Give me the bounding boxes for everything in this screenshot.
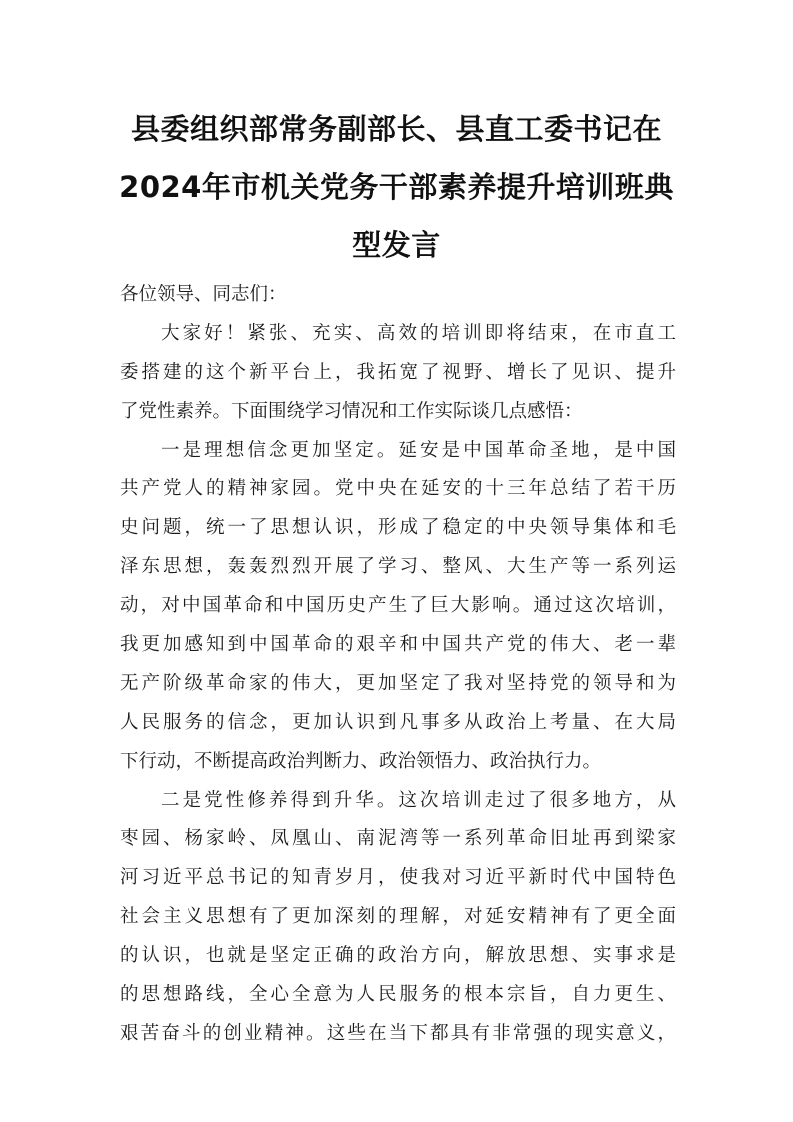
paragraph-line: 枣园、杨家岭、凤凰山、南泥湾等一系列革命旧址再到梁家 xyxy=(120,828,676,850)
paragraph-line: 河习近平总书记的知青岁月，使我对习近平新时代中国特色 xyxy=(120,867,676,889)
paragraph-line: 的认识，也就是坚定正确的政治方向，解放思想、实事求是 xyxy=(120,945,676,967)
paragraph-line: 下行动，不断提高政治判断力、政治领悟力、政治执行力。 xyxy=(120,750,602,772)
paragraph-line: 史问题，统一了思想认识，形成了稳定的中央领导集体和毛 xyxy=(120,517,676,539)
paragraph-line: 的思想路线，全心全意为人民服务的根本宗旨，自力更生、 xyxy=(120,984,676,1006)
title-line: 县委组织部常务副部长、县直工委书记在 xyxy=(130,112,662,146)
paragraph-line: 艰苦奋斗的创业精神。这些在当下都具有非常强的现实意义， xyxy=(120,1022,676,1044)
paragraph-line: 大家好！紧张、充实、高效的培训即将结束，在市直工 xyxy=(161,322,676,344)
paragraph-line: 泽东思想，轰轰烈烈开展了学习、整风、大生产等一系列运 xyxy=(120,556,676,578)
paragraph-line: 一是理想信念更加坚定。延安是中国革命圣地，是中国 xyxy=(161,439,676,461)
paragraph-line: 委搭建的这个新平台上，我拓宽了视野、增长了见识、提升 xyxy=(120,361,676,383)
title-line: 型发言 xyxy=(352,228,441,262)
salutation: 各位领导、同志们： xyxy=(120,284,287,305)
paragraph-line: 二是党性修养得到升华。这次培训走过了很多地方，从 xyxy=(161,789,676,811)
paragraph-line: 无产阶级革命家的伟大，更加坚定了我对坚持党的领导和为 xyxy=(120,672,676,694)
paragraph-line: 了党性素养。下面围绕学习情况和工作实际谈几点感悟： xyxy=(120,400,583,422)
paragraph-line: 动，对中国革命和中国历史产生了巨大影响。通过这次培训， xyxy=(120,595,676,617)
title-line: 2024年市机关党务干部素养提升培训班典 xyxy=(119,170,674,204)
paragraph-greeting xyxy=(120,315,676,432)
paragraph-line: 我更加感知到中国革命的艰辛和中国共产党的伟大、老一辈 xyxy=(120,634,676,656)
paragraph-party-spirit xyxy=(120,782,676,1054)
document-title xyxy=(110,100,683,274)
document-body xyxy=(120,276,676,1054)
paragraph-line: 人民服务的信念，更加认识到凡事多从政治上考量、在大局 xyxy=(120,711,676,733)
paragraph-line: 共产党人的精神家园。党中央在延安的十三年总结了若干历 xyxy=(120,478,676,500)
paragraph-ideals xyxy=(120,432,676,782)
paragraph-line: 社会主义思想有了更加深刻的理解，对延安精神有了更全面 xyxy=(120,906,676,928)
